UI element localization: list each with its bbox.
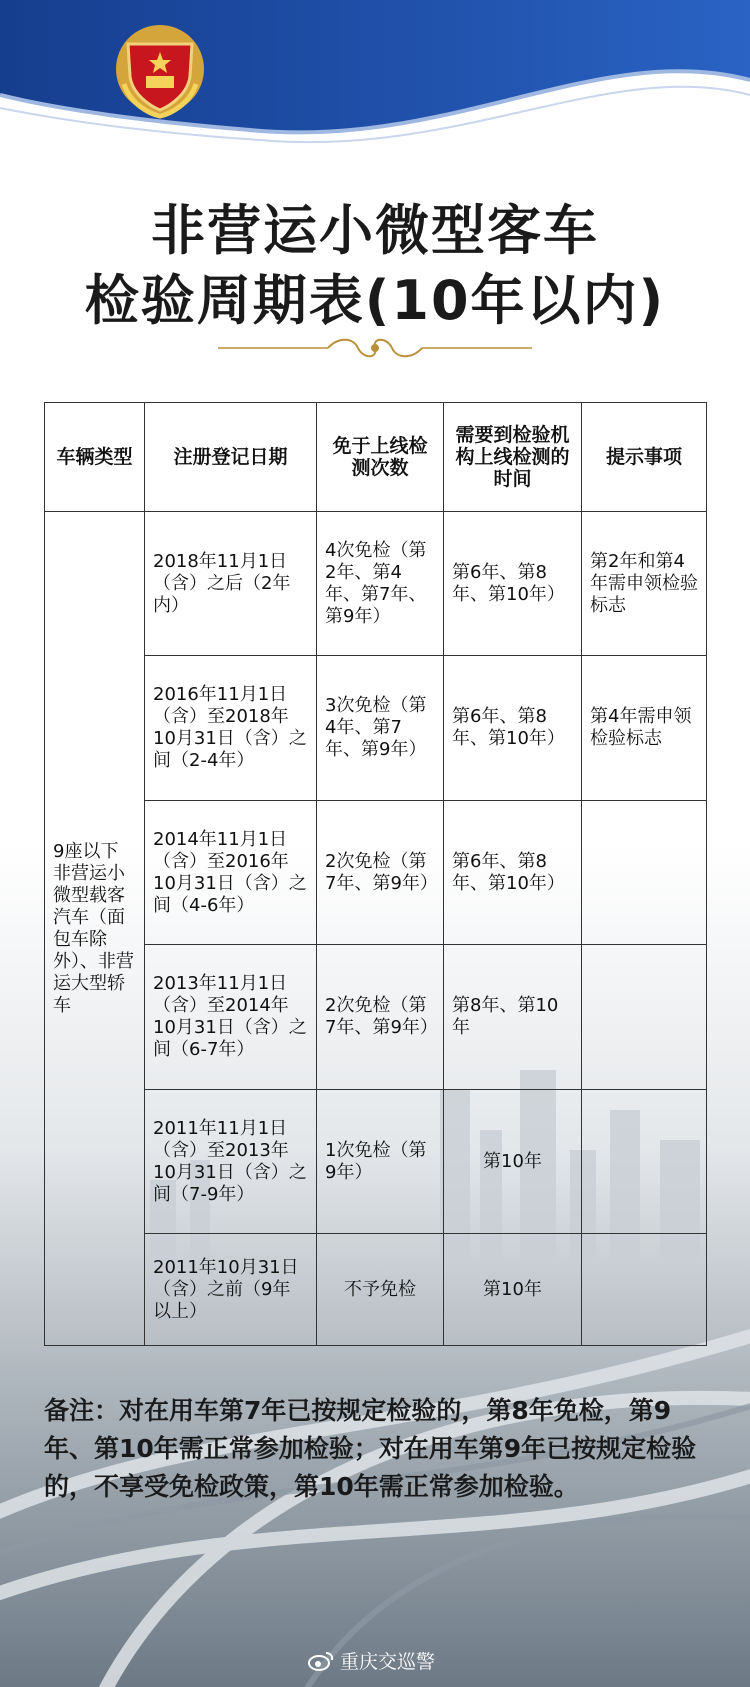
- inspect-cell: 第10年: [444, 1234, 582, 1346]
- exempt-cell: 4次免检（第2年、第4年、第7年、第9年）: [317, 512, 444, 656]
- exempt-cell: 1次免检（第9年）: [317, 1089, 444, 1233]
- tip-cell: 第4年需申领检验标志: [582, 656, 707, 800]
- date-cell: 2013年11月1日（含）至2014年10月31日（含）之间（6-7年）: [145, 945, 317, 1089]
- header-vehicle-type: 车辆类型: [45, 403, 145, 512]
- date-cell: 2011年10月31日（含）之前（9年以上）: [145, 1234, 317, 1346]
- header-inspection-time: 需要到检验机构上线检测的时间: [444, 403, 582, 512]
- table-row: [45, 1234, 707, 1346]
- exempt-cell: 2次免检（第7年、第9年）: [317, 945, 444, 1089]
- date-cell: 2016年11月1日（含）至2018年10月31日（含）之间（2-4年）: [145, 656, 317, 800]
- table-row: [45, 800, 707, 944]
- title-divider-ornament: [218, 335, 532, 361]
- table-row: [45, 1089, 707, 1233]
- tip-cell: [582, 1089, 707, 1233]
- title-line-1: 非营运小微型客车: [151, 199, 599, 262]
- header-registration-date: 注册登记日期: [145, 403, 317, 512]
- exempt-cell: 不予免检: [317, 1234, 444, 1346]
- table-row: [45, 512, 707, 656]
- exempt-cell: 2次免检（第7年、第9年）: [317, 800, 444, 944]
- table-row: [45, 656, 707, 800]
- police-emblem-logo: [110, 14, 210, 124]
- title-line-2: 检验周期表(10年以内): [84, 269, 666, 332]
- vehicle-type-cell: 9座以下非营运小微型载客汽车（面包车除外）、非营运大型轿车: [45, 512, 145, 1346]
- inspect-cell: 第6年、第8年、第10年）: [444, 512, 582, 656]
- tip-cell: [582, 1234, 707, 1346]
- tip-cell: 第2年和第4年需申领检验标志: [582, 512, 707, 656]
- date-cell: 2011年11月1日（含）至2013年10月31日（含）之间（7-9年）: [145, 1089, 317, 1233]
- date-cell: 2018年11月1日（含）之后（2年内）: [145, 512, 317, 656]
- weibo-icon: [308, 1650, 334, 1672]
- inspect-cell: 第10年: [444, 1089, 582, 1233]
- tip-cell: [582, 800, 707, 944]
- watermark-text: 重庆交巡警: [340, 1651, 436, 1673]
- table-header-row: [45, 403, 707, 512]
- inspect-cell: 第8年、第10年: [444, 945, 582, 1089]
- weibo-watermark: [308, 1647, 435, 1674]
- tip-cell: [582, 945, 707, 1089]
- header-exempt-count: 免于上线检测次数: [317, 403, 444, 512]
- remarks-note: 备注：对在用车第7年已按规定检验的，第8年免检，第9年、第10年需正常参加检验；对在用车第9年已按规定检验的，不享受免检政策，第10年需正常参加检验。: [44, 1396, 697, 1501]
- table-row: [45, 945, 707, 1089]
- date-cell: 2014年11月1日（含）至2016年10月31日（含）之间（4-6年）: [145, 800, 317, 944]
- inspection-schedule-table: [44, 402, 707, 1346]
- header-tips: 提示事项: [582, 403, 707, 512]
- inspect-cell: 第6年、第8年、第10年）: [444, 800, 582, 944]
- inspect-cell: 第6年、第8年、第10年）: [444, 656, 582, 800]
- exempt-cell: 3次免检（第4年、第7年、第9年）: [317, 656, 444, 800]
